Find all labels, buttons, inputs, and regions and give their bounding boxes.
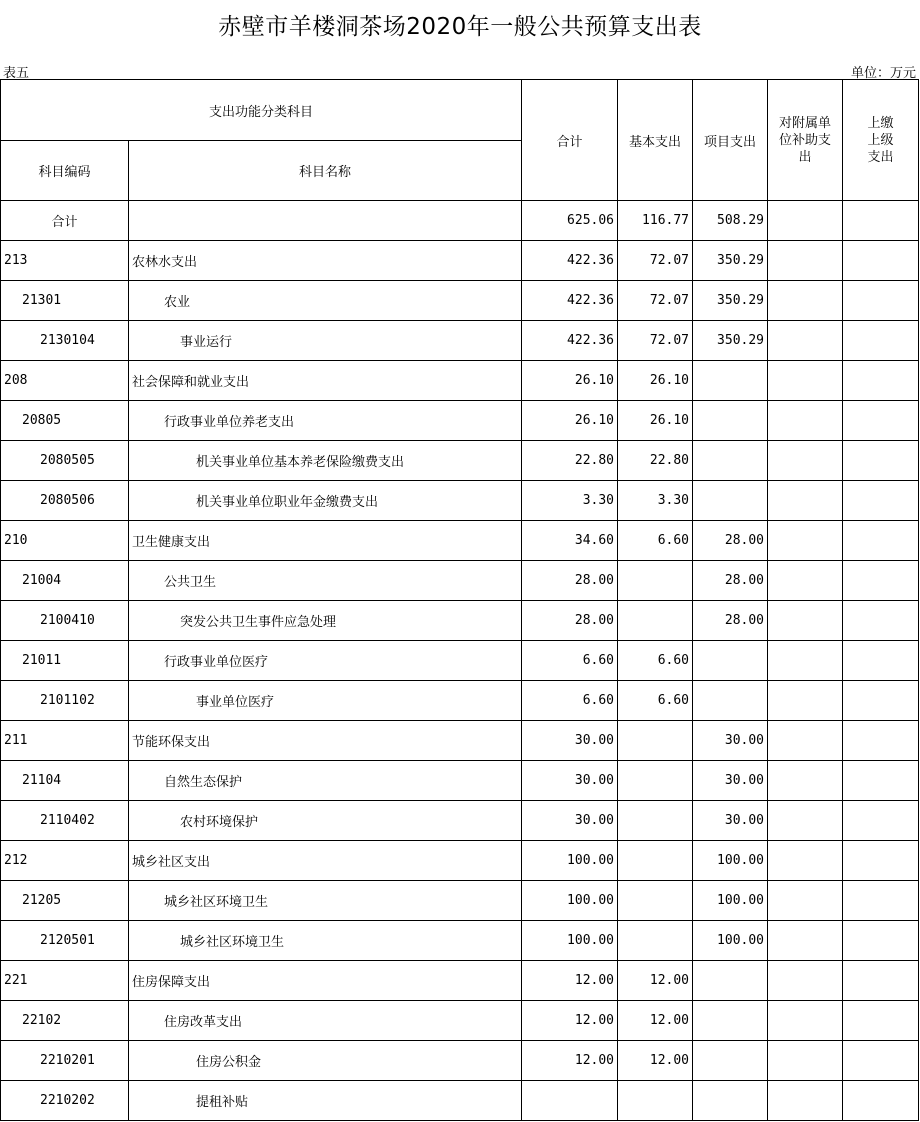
- cell-project: [693, 441, 768, 481]
- cell-basic: 3.30: [618, 481, 693, 521]
- cell-name: 卫生健康支出: [129, 521, 522, 561]
- cell-name: 节能环保支出: [129, 721, 522, 761]
- table-row: [1, 481, 919, 521]
- cell-basic: 72.07: [618, 281, 693, 321]
- cell-basic: 12.00: [618, 1041, 693, 1081]
- cell-code: 208: [1, 361, 129, 401]
- cell-upper: [843, 721, 919, 761]
- cell-upper: [843, 601, 919, 641]
- cell-project: [693, 401, 768, 441]
- cell-basic: [618, 601, 693, 641]
- cell-upper: [843, 321, 919, 361]
- header-subsidy-label: 对附属单位补助支出: [779, 115, 832, 165]
- cell-code: 2130104: [1, 321, 129, 361]
- cell-basic: [618, 801, 693, 841]
- cell-code: 合计: [1, 201, 129, 241]
- cell-basic: [618, 721, 693, 761]
- cell-name: 社会保障和就业支出: [129, 361, 522, 401]
- cell-code: 2120501: [1, 921, 129, 961]
- cell-name: 农林水支出: [129, 241, 522, 281]
- cell-basic: 72.07: [618, 321, 693, 361]
- cell-total: 6.60: [522, 681, 618, 721]
- cell-basic: 6.60: [618, 681, 693, 721]
- cell-code: 2080505: [1, 441, 129, 481]
- cell-basic: [618, 921, 693, 961]
- header-project: 项目支出: [693, 80, 768, 201]
- cell-project: 28.00: [693, 561, 768, 601]
- cell-basic: 22.80: [618, 441, 693, 481]
- cell-upper: [843, 1081, 919, 1121]
- cell-upper: [843, 1041, 919, 1081]
- table-row: [1, 441, 919, 481]
- cell-subsidy: [768, 201, 843, 241]
- table-row: [1, 1001, 919, 1041]
- cell-basic: 12.00: [618, 961, 693, 1001]
- table-row: [1, 681, 919, 721]
- cell-name: 事业运行: [129, 321, 522, 361]
- cell-total: 30.00: [522, 721, 618, 761]
- cell-total: 34.60: [522, 521, 618, 561]
- cell-upper: [843, 481, 919, 521]
- cell-name: 住房改革支出: [129, 1001, 522, 1041]
- page-title: 赤壁市羊楼洞茶场2020年一般公共预算支出表: [218, 14, 702, 40]
- cell-total: 3.30: [522, 481, 618, 521]
- cell-subsidy: [768, 721, 843, 761]
- cell-total: 100.00: [522, 881, 618, 921]
- cell-basic: [618, 1081, 693, 1121]
- cell-subsidy: [768, 561, 843, 601]
- cell-total: 12.00: [522, 1001, 618, 1041]
- cell-basic: 26.10: [618, 361, 693, 401]
- cell-upper: [843, 881, 919, 921]
- cell-name: 城乡社区环境卫生: [129, 881, 522, 921]
- cell-code: 2100410: [1, 601, 129, 641]
- cell-code: 21004: [1, 561, 129, 601]
- cell-subsidy: [768, 321, 843, 361]
- header-total: 合计: [522, 80, 618, 201]
- cell-name: 住房公积金: [129, 1041, 522, 1081]
- cell-project: 350.29: [693, 321, 768, 361]
- cell-subsidy: [768, 1041, 843, 1081]
- cell-code: 213: [1, 241, 129, 281]
- cell-subsidy: [768, 241, 843, 281]
- cell-subsidy: [768, 281, 843, 321]
- unit-label: 单位：万元: [850, 66, 916, 81]
- cell-basic: 12.00: [618, 1001, 693, 1041]
- cell-project: [693, 1081, 768, 1121]
- cell-subsidy: [768, 1081, 843, 1121]
- cell-upper: [843, 521, 919, 561]
- table-row: [1, 401, 919, 441]
- cell-subsidy: [768, 961, 843, 1001]
- header-code: 科目编码: [1, 141, 129, 201]
- header-name: 科目名称: [129, 141, 522, 201]
- cell-basic: [618, 841, 693, 881]
- cell-total: 26.10: [522, 401, 618, 441]
- cell-total: 22.80: [522, 441, 618, 481]
- cell-upper: [843, 681, 919, 721]
- header-upper-label: 上缴上级支出: [867, 115, 894, 165]
- cell-subsidy: [768, 521, 843, 561]
- cell-name: 提租补贴: [129, 1081, 522, 1121]
- cell-upper: [843, 841, 919, 881]
- cell-project: 30.00: [693, 761, 768, 801]
- cell-project: 100.00: [693, 841, 768, 881]
- cell-name: [129, 201, 522, 241]
- table-row: [1, 601, 919, 641]
- cell-upper: [843, 761, 919, 801]
- cell-name: 城乡社区支出: [129, 841, 522, 881]
- cell-name: 行政事业单位养老支出: [129, 401, 522, 441]
- cell-project: [693, 361, 768, 401]
- table-row: [1, 881, 919, 921]
- cell-project: 30.00: [693, 721, 768, 761]
- cell-upper: [843, 1001, 919, 1041]
- table-row-total: [1, 201, 919, 241]
- cell-code: 212: [1, 841, 129, 881]
- cell-project: 100.00: [693, 881, 768, 921]
- header-upper: [843, 80, 919, 201]
- cell-upper: [843, 441, 919, 481]
- cell-name: 机关事业单位基本养老保险缴费支出: [129, 441, 522, 481]
- cell-basic: [618, 561, 693, 601]
- cell-total: 422.36: [522, 321, 618, 361]
- cell-code: 2080506: [1, 481, 129, 521]
- table-row: [1, 361, 919, 401]
- table-row: [1, 521, 919, 561]
- cell-project: [693, 961, 768, 1001]
- cell-subsidy: [768, 761, 843, 801]
- cell-project: 350.29: [693, 281, 768, 321]
- cell-code: 21205: [1, 881, 129, 921]
- cell-name: 农村环境保护: [129, 801, 522, 841]
- cell-upper: [843, 641, 919, 681]
- cell-upper: [843, 361, 919, 401]
- cell-code: 210: [1, 521, 129, 561]
- table-row: [1, 721, 919, 761]
- cell-project: 28.00: [693, 601, 768, 641]
- table-body: [1, 201, 919, 1121]
- cell-basic: 72.07: [618, 241, 693, 281]
- cell-name: 机关事业单位职业年金缴费支出: [129, 481, 522, 521]
- table-row: [1, 561, 919, 601]
- cell-total: 30.00: [522, 801, 618, 841]
- cell-basic: 26.10: [618, 401, 693, 441]
- cell-upper: [843, 961, 919, 1001]
- table-row: [1, 241, 919, 281]
- cell-subsidy: [768, 441, 843, 481]
- cell-project: [693, 641, 768, 681]
- cell-total: 625.06: [522, 201, 618, 241]
- table-row: [1, 761, 919, 801]
- cell-code: 21301: [1, 281, 129, 321]
- cell-project: [693, 1041, 768, 1081]
- cell-subsidy: [768, 841, 843, 881]
- cell-total: 28.00: [522, 561, 618, 601]
- cell-project: 100.00: [693, 921, 768, 961]
- cell-total: 12.00: [522, 961, 618, 1001]
- cell-name: 行政事业单位医疗: [129, 641, 522, 681]
- cell-basic: 116.77: [618, 201, 693, 241]
- cell-total: 28.00: [522, 601, 618, 641]
- cell-subsidy: [768, 641, 843, 681]
- header-basic: 基本支出: [618, 80, 693, 201]
- table-row: [1, 921, 919, 961]
- cell-code: 2210202: [1, 1081, 129, 1121]
- cell-name: 城乡社区环境卫生: [129, 921, 522, 961]
- cell-project: 30.00: [693, 801, 768, 841]
- cell-project: [693, 481, 768, 521]
- budget-table: [0, 79, 919, 1121]
- header-category-group: 支出功能分类科目: [1, 80, 522, 141]
- cell-basic: [618, 881, 693, 921]
- cell-total: 26.10: [522, 361, 618, 401]
- table-row: [1, 641, 919, 681]
- cell-total: 100.00: [522, 921, 618, 961]
- table-row: [1, 801, 919, 841]
- cell-code: 20805: [1, 401, 129, 441]
- cell-total: 30.00: [522, 761, 618, 801]
- cell-total: 100.00: [522, 841, 618, 881]
- cell-upper: [843, 201, 919, 241]
- table-row: [1, 321, 919, 361]
- cell-code: 21104: [1, 761, 129, 801]
- table-row: [1, 1081, 919, 1121]
- cell-basic: 6.60: [618, 641, 693, 681]
- cell-subsidy: [768, 481, 843, 521]
- cell-subsidy: [768, 681, 843, 721]
- cell-subsidy: [768, 881, 843, 921]
- cell-upper: [843, 281, 919, 321]
- cell-total: [522, 1081, 618, 1121]
- cell-project: 350.29: [693, 241, 768, 281]
- cell-project: [693, 681, 768, 721]
- cell-name: 农业: [129, 281, 522, 321]
- cell-name: 自然生态保护: [129, 761, 522, 801]
- cell-project: 508.29: [693, 201, 768, 241]
- cell-code: 2110402: [1, 801, 129, 841]
- cell-upper: [843, 561, 919, 601]
- cell-name: 公共卫生: [129, 561, 522, 601]
- table-row: [1, 1041, 919, 1081]
- cell-project: [693, 1001, 768, 1041]
- cell-code: 2210201: [1, 1041, 129, 1081]
- table-number: 表五: [3, 66, 30, 81]
- cell-total: 6.60: [522, 641, 618, 681]
- cell-total: 422.36: [522, 281, 618, 321]
- cell-total: 12.00: [522, 1041, 618, 1081]
- cell-upper: [843, 801, 919, 841]
- cell-subsidy: [768, 361, 843, 401]
- cell-code: 21011: [1, 641, 129, 681]
- cell-upper: [843, 241, 919, 281]
- cell-code: 211: [1, 721, 129, 761]
- cell-name: 住房保障支出: [129, 961, 522, 1001]
- table-row: [1, 961, 919, 1001]
- cell-name: 事业单位医疗: [129, 681, 522, 721]
- cell-name: 突发公共卫生事件应急处理: [129, 601, 522, 641]
- header-subsidy: [768, 80, 843, 201]
- cell-subsidy: [768, 1001, 843, 1041]
- table-row: [1, 281, 919, 321]
- cell-subsidy: [768, 921, 843, 961]
- cell-upper: [843, 401, 919, 441]
- cell-code: 2101102: [1, 681, 129, 721]
- cell-subsidy: [768, 601, 843, 641]
- cell-code: 22102: [1, 1001, 129, 1041]
- cell-subsidy: [768, 801, 843, 841]
- cell-project: 28.00: [693, 521, 768, 561]
- cell-subsidy: [768, 401, 843, 441]
- cell-upper: [843, 921, 919, 961]
- cell-basic: 6.60: [618, 521, 693, 561]
- cell-code: 221: [1, 961, 129, 1001]
- cell-basic: [618, 761, 693, 801]
- table-row: [1, 841, 919, 881]
- cell-total: 422.36: [522, 241, 618, 281]
